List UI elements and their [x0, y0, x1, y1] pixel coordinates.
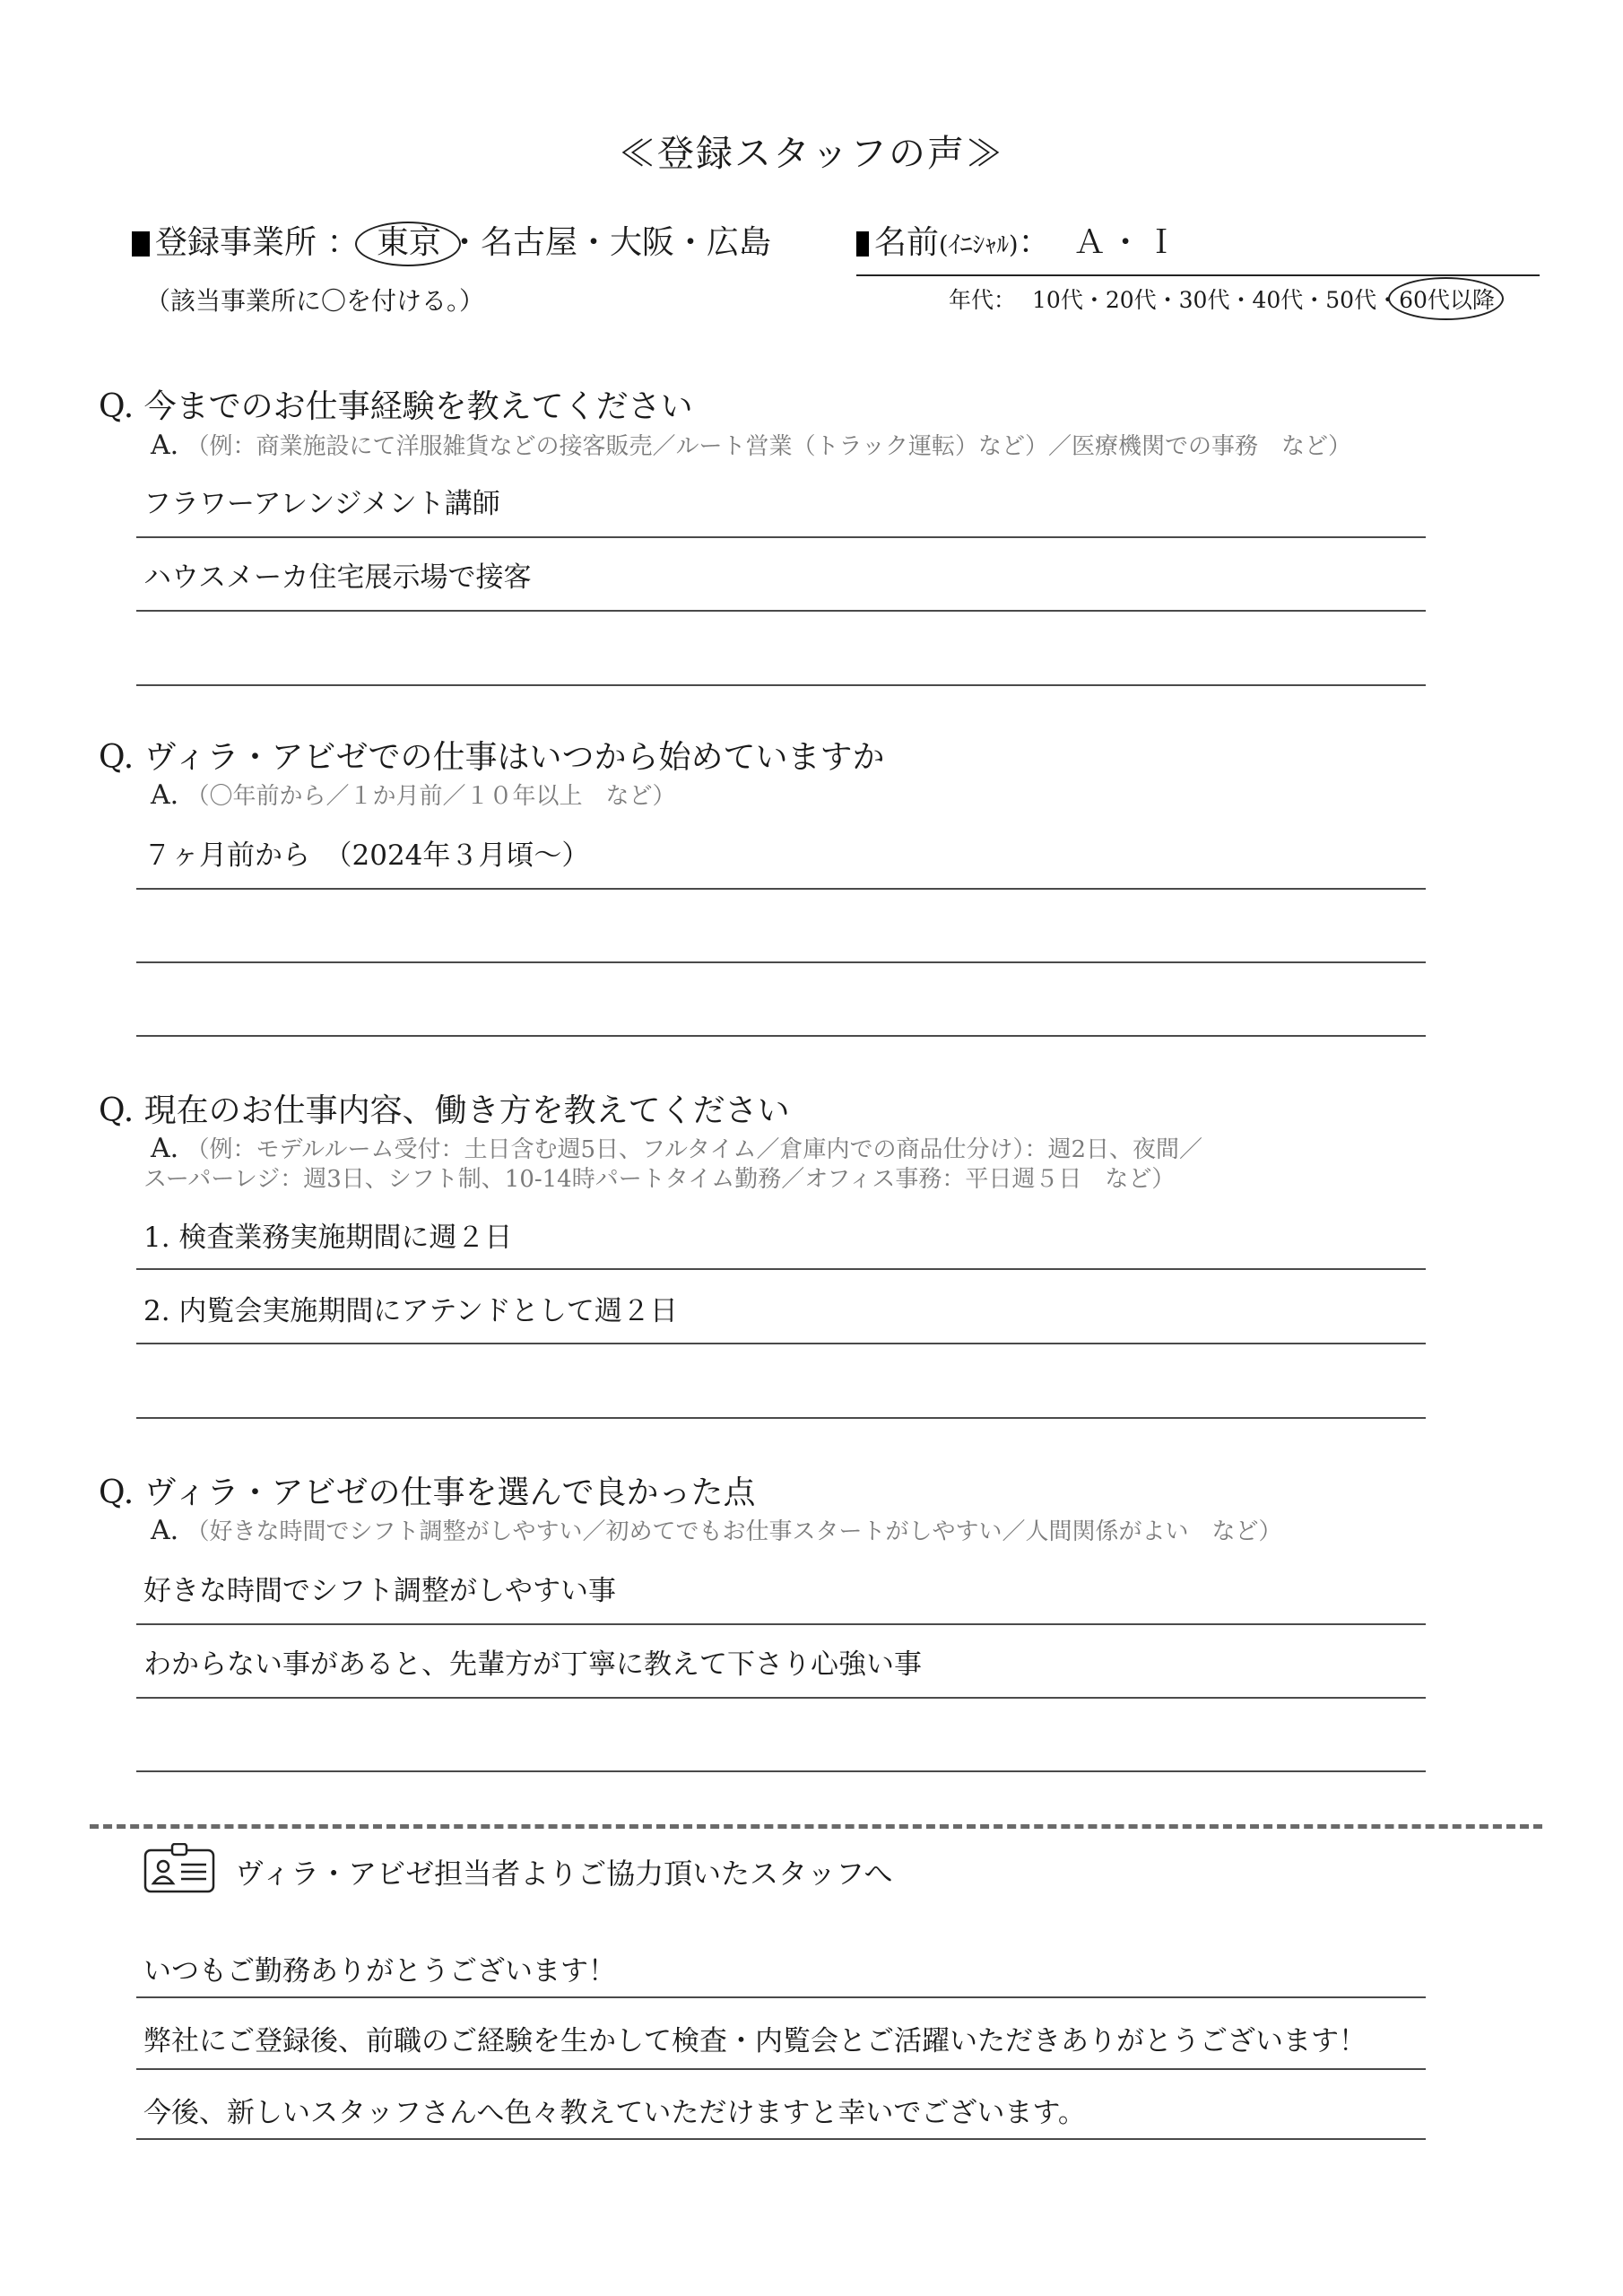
office-separator: ：	[326, 224, 360, 261]
answer-rule	[136, 888, 1426, 890]
age-label: 年代：	[949, 287, 1017, 313]
question-4-example: A. （好きな時間でシフト調整がしやすい／初めてでもお仕事スタートがしやすい／人間関係がよい など）	[151, 1515, 1282, 1546]
answer-4-line-1: 好きな時間でシフト調整がしやすい事	[143, 1575, 616, 1607]
question-1-example: A. （例：商業施設にて洋服雑貨などの接客販売／ルート営業（トラック運転）など）／医療機関での事務 など）	[151, 430, 1351, 461]
answer-rule	[136, 1770, 1426, 1772]
feedback-rule	[136, 2068, 1426, 2070]
name-sub-label: (ｲﾆｼｬﾙ)	[939, 231, 1019, 259]
answer-3-line-2: 2. 内覧会実施期間にアテンドとして週２日	[143, 1295, 678, 1327]
name-label: 名前	[874, 224, 940, 261]
question-3: Q. 現在のお仕事内容、働き方を教えてください	[99, 1092, 790, 1129]
section-divider	[90, 1824, 1542, 1829]
question-4: Q. ヴィラ・アビゼの仕事を選んで良かった点	[99, 1474, 756, 1511]
answer-rule	[136, 536, 1426, 538]
name-separator: ：	[1018, 224, 1051, 261]
office-label: 登録事業所	[155, 224, 317, 261]
staff-badge-icon	[143, 1843, 215, 1893]
feedback-line-2: 弊社にご登録後、前職のご経験を生かして検査・内覧会とご活躍いただきありがとうございます！	[143, 2025, 1367, 2057]
name-field	[856, 218, 1181, 271]
square-bullet-icon	[132, 231, 150, 257]
question-3-example: A. （例：モデルルーム受付：土日含む週5日、フルタイム／倉庫内での商品仕分け）：週2日、夜間／	[151, 1133, 1203, 1164]
answer-rule	[136, 1697, 1426, 1699]
page-title: ≪登録スタッフの声≫	[619, 132, 1004, 175]
age-selected: 60代以降	[1399, 283, 1495, 315]
feedback-rule	[136, 2138, 1426, 2140]
answer-4-line-2: わからない事があると、先輩方が丁寧に教えて下さり心強い事	[143, 1648, 922, 1681]
answer-rule	[136, 684, 1426, 686]
office-note: （該当事業所に〇を付ける。）	[145, 286, 485, 316]
office-selected: 東京	[369, 218, 448, 268]
answer-rule	[136, 610, 1426, 612]
age-field	[949, 283, 1495, 315]
question-2-example: A. （〇年前から／１か月前／１０年以上 など）	[151, 779, 676, 811]
question-3-example-2: スーパーレジ：週3日、シフト制、10-14時パートタイム勤務／オフィス事務：平日週５日 など）	[143, 1166, 1176, 1193]
answer-1-line-2: ハウスメーカ住宅展示場で接客	[143, 561, 532, 594]
name-value: Ａ・Ｉ	[1073, 224, 1182, 261]
name-underline	[856, 274, 1540, 276]
answer-rule	[136, 961, 1426, 963]
answer-2-line-1: ７ヶ月前から （2024年３月頃〜）	[143, 839, 590, 872]
feedback-rule	[136, 1996, 1426, 1998]
feedback-line-1: いつもご勤務ありがとうございます！	[143, 1955, 616, 1987]
answer-rule	[136, 1268, 1426, 1270]
answer-rule	[136, 1035, 1426, 1037]
age-options: 10代・20代・30代・40代・50代・	[1032, 287, 1400, 313]
answer-rule	[136, 1343, 1426, 1344]
question-2: Q. ヴィラ・アビゼでの仕事はいつから始めていますか	[99, 739, 885, 776]
answer-1-line-1: フラワーアレンジメント講師	[143, 488, 500, 520]
feedback-heading: ヴィラ・アビゼ担当者よりご協力頂いたスタッフへ	[235, 1857, 893, 1891]
office-others: ・名古屋・大阪・広島	[447, 224, 771, 261]
answer-rule	[136, 1417, 1426, 1419]
feedback-line-3: 今後、新しいスタッフさんへ色々教えていただけますと幸いでございます。	[143, 2097, 1086, 2129]
answer-rule	[136, 1623, 1426, 1625]
question-1: Q. 今までのお仕事経験を教えてください	[99, 388, 693, 425]
office-field	[132, 218, 771, 268]
square-bullet-icon	[856, 231, 869, 257]
answer-3-line-1: 1. 検査業務実施期間に週２日	[143, 1222, 513, 1254]
